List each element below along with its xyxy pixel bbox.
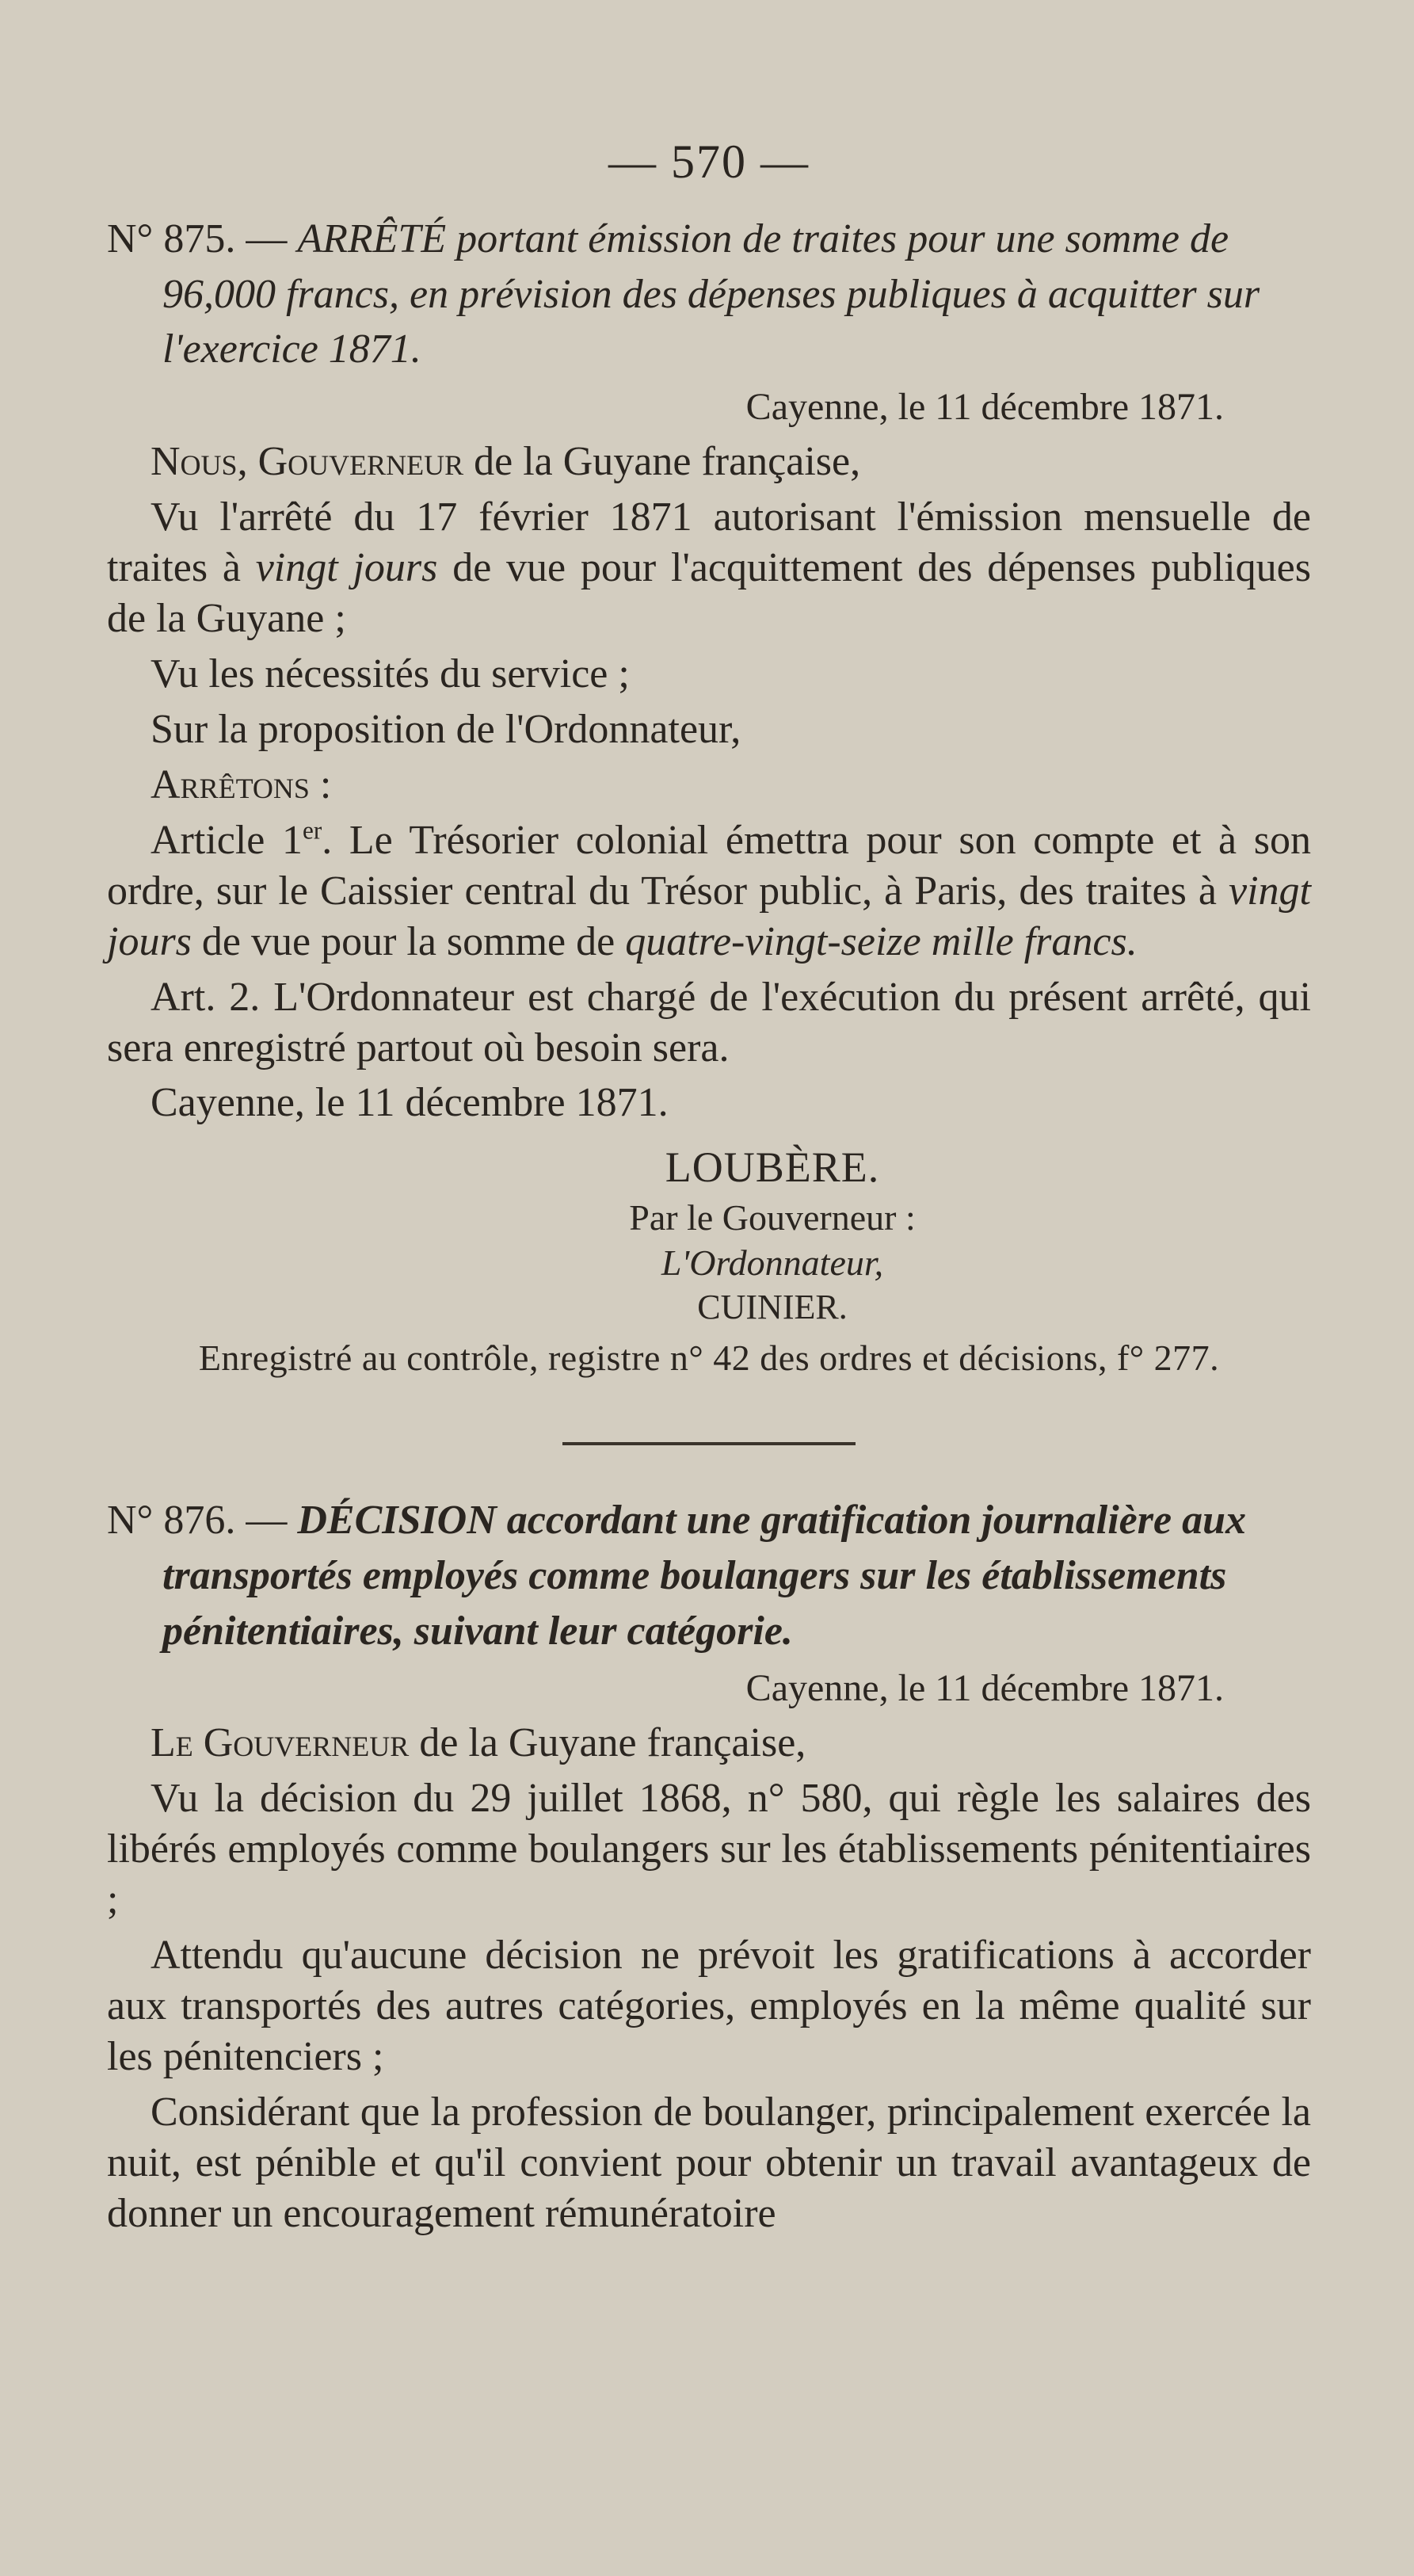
paragraph: Attendu qu'aucune décision ne prévoit les gratifications à accorder aux transportés des autres catégories, employés en la même qualité sur les pénitenciers ; [107,1933,1311,2080]
entry-875 [107,212,1311,1379]
signatory-by: Par le Gouverneur : [629,1197,916,1238]
entry-date: Cayenne, le 11 décembre 1871. [745,386,1224,429]
signatory-role: L'Ordonnateur, [661,1242,884,1284]
countersignatory-name: CUINIER. [697,1288,848,1327]
entry-number: N° 876. — [107,1498,298,1544]
closing-date: Cayenne, le 11 décembre 1871. [151,1080,669,1126]
paragraph: Vu les nécessités du service ; [151,651,630,696]
paragraph: Vu l'arrêté du 17 février 1871 autorisant l'émission mensuelle de traites à vingt jours de vue pour l'acquittement des dépenses publiques de la Guyane ; [107,494,1311,641]
entry-date: Cayenne, le 11 décembre 1871. [745,1667,1224,1710]
entry-title: ARRÊTÉ portant émission de traites pour une somme de 96,000 francs, en prévision des dépenses publiques à acquitter sur l'exercice 1871. [162,216,1260,372]
paragraph: Le Gouverneur de la Guyane française, [151,1720,806,1766]
paragraph: Vu la décision du 29 juillet 1868, n° 580, qui règle les salaires des libérés employés comme boulangers sur les établissements pénitentiaires ; [107,1776,1311,1923]
registration-note: Enregistré au contrôle, registre n° 42 des ordres et décisions, f° 277. [198,1338,1220,1379]
entry-876 [107,1493,1311,2239]
decree-label: Arrêtons : [151,761,332,807]
page-number: — 570 — [608,135,810,188]
authority-label: Nous, Gouverneur [151,439,464,485]
entry-heading [107,212,1311,377]
paragraph: Considérant que la profession de boulanger, principalement exercée la nuit, est pénible et qu'il convient pour obtenir un travail avantageux de donner un encouragement rémunératoire [107,2089,1311,2236]
paragraph: Nous, Gouverneur de la Guyane française, [151,439,861,485]
paragraph: Sur la proposition de l'Ordonnateur, [151,706,741,752]
section-divider [562,1442,856,1445]
authority-label: Le Gouverneur [151,1720,410,1766]
entry-title: DÉCISION accordant une gratification journalière aux transportés employés comme boulangers sur les établissements pénitentiaires, suivant leur catégorie. [162,1498,1246,1654]
entry-heading [107,1493,1311,1658]
signatory-name: LOUBÈRE. [665,1143,880,1192]
article-2: Art. 2. L'Ordonnateur est chargé de l'exécution du présent arrêté, qui sera enregistré partout où besoin sera. [107,974,1311,1070]
entry-number: N° 875. — [107,216,298,261]
article-1: Article 1er. Le Trésorier colonial émettra pour son compte et à son ordre, sur le Caissier central du Trésor public, à Paris, des traites à vingt jours de vue pour la somme de quatre-vingt-seize mille francs. [107,816,1311,964]
signature-block [566,1143,978,1327]
